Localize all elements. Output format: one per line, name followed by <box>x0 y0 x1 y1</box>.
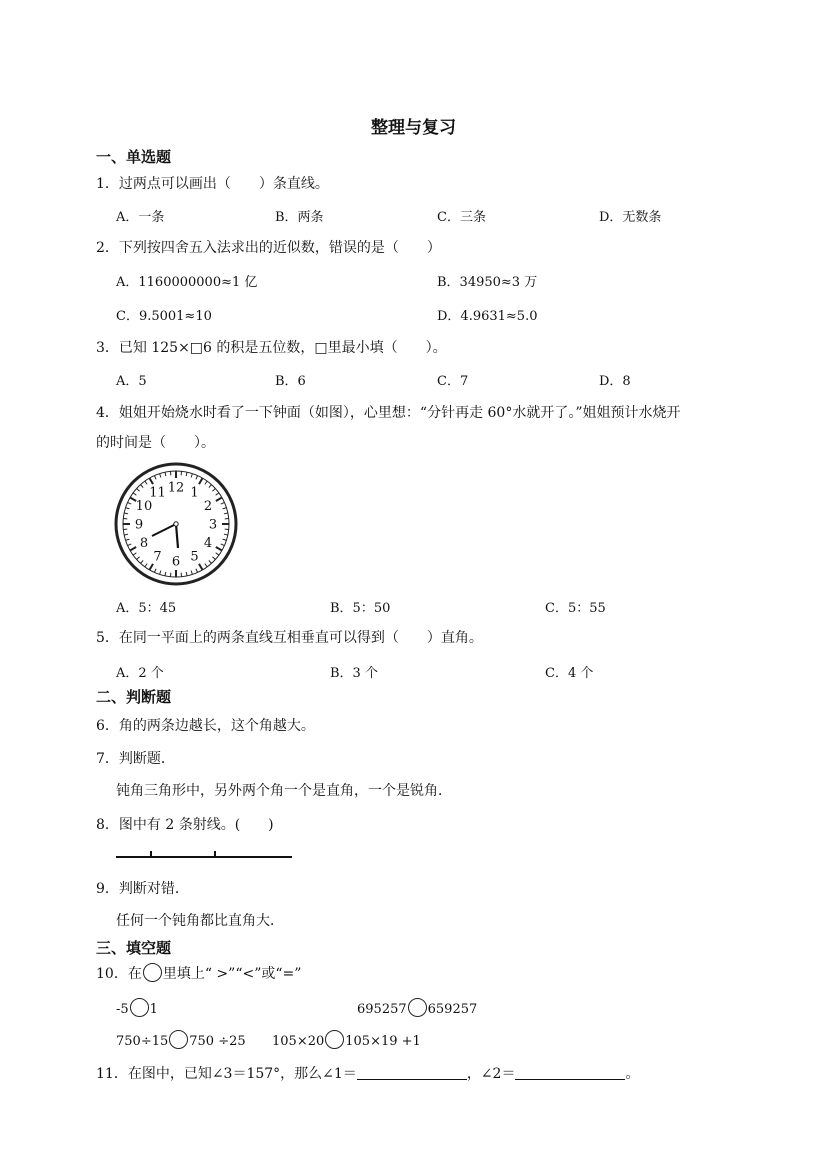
q10-suffix: 里填上“ >”“<”或“=” <box>162 966 302 982</box>
clock-tick <box>186 572 187 576</box>
question-4-line1: 4．姐姐开始烧水时看了一下钟面（如图），心里想：“分针再走 60°水就开了。”姐姐预计水烧开 <box>96 405 681 421</box>
clock-tick <box>216 493 219 495</box>
clock-tick <box>212 557 215 560</box>
clock-tick <box>124 513 128 514</box>
question-8: 8．图中有 2 条射线。( ) <box>96 817 274 833</box>
clock-minute-hand <box>176 524 178 548</box>
clock-tick <box>126 508 130 509</box>
question-7-statement: 钝角三角形中，另外两个角一个是直角，一个是锐角． <box>116 783 452 799</box>
q10-c3-left: 750÷15 <box>116 1034 169 1049</box>
q4-option-c: C．5：55 <box>545 601 606 616</box>
q10-c4-left: 105×20 <box>272 1034 325 1049</box>
q1-option-b: B．两条 <box>275 210 324 225</box>
q10-compare-1 <box>116 998 158 1017</box>
clock-number: 5 <box>190 549 199 565</box>
clock-tick <box>126 539 130 540</box>
clock-tick <box>124 534 128 535</box>
clock-tick <box>128 544 132 546</box>
section-heading-single-choice: 一、单选题 <box>96 148 172 166</box>
clock-tick <box>224 534 228 535</box>
clock-tick <box>216 553 219 555</box>
clock-tick <box>224 513 228 514</box>
clock-tick <box>150 478 154 484</box>
clock-tick <box>216 498 222 502</box>
section-heading-fill-blank: 三、填空题 <box>96 939 172 957</box>
clock-tick <box>209 560 212 563</box>
q10-c3-right: 750 ÷25 <box>189 1034 246 1049</box>
clock-tick <box>223 539 227 540</box>
clock-number: 3 <box>208 517 218 533</box>
q11-prefix: 11．在图中，已知∠3＝157°，那么∠1＝ <box>96 1066 357 1082</box>
clock-tick <box>199 478 203 484</box>
answer-blank-angle2[interactable] <box>515 1065 625 1080</box>
clock-tick <box>154 569 156 573</box>
question-9-statement: 任何一个钝角都比直角大． <box>116 913 284 929</box>
clock-number: 4 <box>203 536 213 551</box>
clock-tick <box>221 544 225 546</box>
clock-tick <box>223 508 227 509</box>
section-heading-true-false: 二、判断题 <box>96 688 172 706</box>
question-4-line2: 的时间是（ ）。 <box>96 435 215 451</box>
clock-tick <box>165 572 166 576</box>
clock-tick <box>205 481 207 484</box>
question-10 <box>96 963 301 983</box>
q10-compare-2 <box>357 998 477 1017</box>
question-1: 1．过两点可以画出（ ）条直线。 <box>96 176 329 192</box>
clock-hour-hand <box>152 524 176 536</box>
clock-tick <box>209 485 212 488</box>
clock-tick <box>216 547 222 551</box>
q10-compare-3 <box>116 1030 246 1049</box>
question-2: 2．下列按四舍五入法求出的近似数，错误的是（ ） <box>96 240 441 256</box>
q1-option-d: D．无数条 <box>599 210 662 225</box>
q10-compare-4 <box>272 1030 421 1049</box>
clock-number: 12 <box>167 480 185 496</box>
clock-tick <box>191 571 192 575</box>
clock-tick <box>128 502 132 504</box>
clock-tick <box>137 489 140 492</box>
clock-tick <box>205 564 207 567</box>
q1-option-a: A．一条 <box>116 210 165 225</box>
comparison-circle-icon <box>143 963 162 982</box>
q3-option-a: A．5 <box>116 374 147 389</box>
clock-tick <box>160 474 161 478</box>
q10-c2-left: 695257 <box>357 1002 407 1017</box>
clock-tick <box>212 489 215 492</box>
clock-tick <box>186 472 187 476</box>
q10-prefix: 10．在 <box>96 966 142 982</box>
clock-tick <box>133 553 136 555</box>
question-3: 3．已知 125×□6 的积是五位数，□里最小填（ ）。 <box>96 340 447 356</box>
clock-tick <box>160 571 161 575</box>
clock-tick <box>141 485 144 488</box>
q3-option-d: D．8 <box>599 374 631 389</box>
clock-number: 11 <box>149 485 166 501</box>
question-5: 5．在同一平面上的两条直线互相垂直可以得到（ ）直角。 <box>96 630 483 646</box>
question-11 <box>96 1063 639 1083</box>
q1-option-c: C．三条 <box>437 210 486 225</box>
q5-option-a: A．2 个 <box>116 666 164 681</box>
clock-tick <box>165 472 166 476</box>
question-6: 6．角的两条边越长，这个角越大。 <box>96 718 315 734</box>
clock-number: 2 <box>203 499 213 514</box>
clock-tick <box>154 476 156 480</box>
q5-option-c: C．4 个 <box>545 666 594 681</box>
q10-c1-right: 1 <box>149 1002 158 1017</box>
q2-option-a: A．1160000000≈1 亿 <box>116 275 258 290</box>
clock-number: 8 <box>139 536 149 551</box>
answer-blank-angle1[interactable] <box>357 1065 467 1080</box>
clock-number: 1 <box>190 485 199 501</box>
page-title: 整理与复习 <box>371 118 456 138</box>
q10-c2-right: 659257 <box>427 1002 478 1017</box>
ray-figure <box>114 846 296 862</box>
clock-tick <box>141 560 144 563</box>
q10-c1-left: -5 <box>116 1002 129 1017</box>
question-7: 7．判断题． <box>96 751 175 767</box>
clock-tick <box>150 564 154 570</box>
clock-tick <box>221 502 225 504</box>
q2-option-b: B．34950≈3 万 <box>437 275 538 290</box>
q2-option-c: C．9.5001≈10 <box>116 309 212 324</box>
q4-option-b: B．5：50 <box>330 601 391 616</box>
q3-option-c: C．7 <box>437 374 469 389</box>
clock-figure <box>112 462 240 586</box>
clock-tick <box>145 481 147 484</box>
clock-tick <box>199 564 203 570</box>
q3-option-b: B．6 <box>275 374 306 389</box>
clock-tick <box>145 564 147 567</box>
clock-number: 7 <box>153 549 162 565</box>
question-9: 9．判断对错． <box>96 881 189 897</box>
clock-tick <box>196 476 198 480</box>
clock-tick <box>137 557 140 560</box>
clock-tick <box>196 569 198 573</box>
clock-tick <box>130 547 136 551</box>
q11-middle: ，∠2＝ <box>466 1066 516 1082</box>
q4-option-a: A．5：45 <box>116 601 177 616</box>
answer-circle-3[interactable] <box>169 1030 188 1049</box>
clock-number: 9 <box>134 517 144 533</box>
answer-circle-1[interactable] <box>130 998 149 1017</box>
answer-circle-4[interactable] <box>325 1030 344 1049</box>
answer-circle-2[interactable] <box>408 998 427 1017</box>
q2-option-d: D．4.9631≈5.0 <box>437 309 538 324</box>
clock-number: 6 <box>171 554 181 570</box>
q5-option-b: B．3 个 <box>330 666 378 681</box>
q11-end: 。 <box>625 1066 640 1082</box>
q10-c4-right: 105×19 +1 <box>345 1034 421 1049</box>
clock-number: 10 <box>135 499 153 514</box>
clock-tick <box>133 493 136 495</box>
clock-tick <box>191 474 192 478</box>
